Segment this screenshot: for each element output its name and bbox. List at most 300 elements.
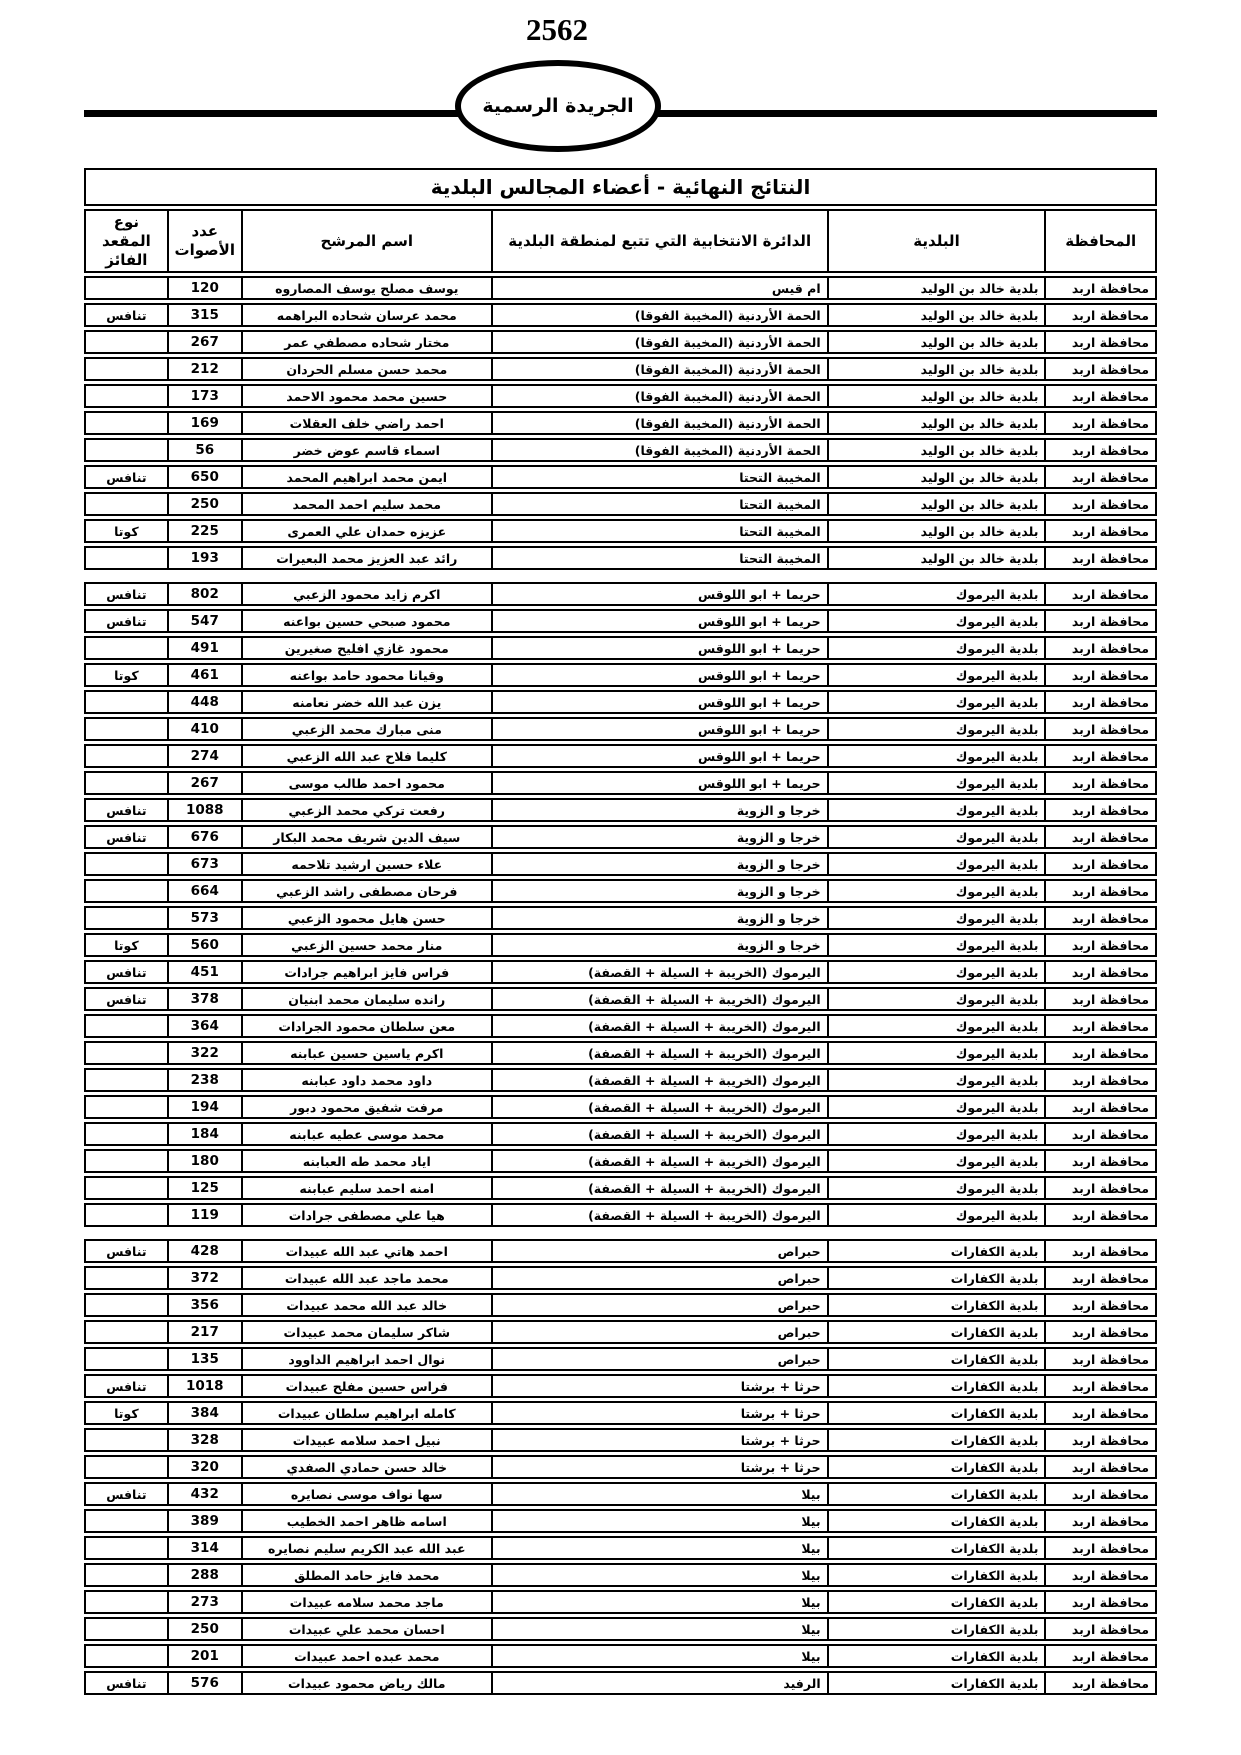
candidate-name-cell: عبد الله عبد الكريم سليم نصايره bbox=[242, 1536, 492, 1560]
governorate-cell: محافظة اربد bbox=[1045, 519, 1157, 543]
table-row bbox=[84, 1671, 1157, 1695]
group-separator bbox=[84, 1230, 1157, 1236]
district-cell: الرفيد bbox=[492, 1671, 828, 1695]
municipality-cell: بلدية اليرموك bbox=[828, 879, 1046, 903]
municipality-cell: بلدية الكفارات bbox=[828, 1590, 1046, 1614]
table-row bbox=[84, 1149, 1157, 1173]
district-cell: حرثا + برشتا bbox=[492, 1428, 828, 1452]
candidate-name-cell: محمد ماجد عبد الله عبيدات bbox=[242, 1266, 492, 1290]
table-row bbox=[84, 519, 1157, 543]
votes-count-cell: 217 bbox=[168, 1320, 242, 1344]
governorate-cell: محافظة اربد bbox=[1045, 636, 1157, 660]
seat-type-cell: تنافس bbox=[84, 960, 168, 984]
candidate-name-cell: خالد عبد الله محمد عبيدات bbox=[242, 1293, 492, 1317]
municipality-cell: بلدية اليرموك bbox=[828, 1014, 1046, 1038]
seat-type-cell: تنافس bbox=[84, 1482, 168, 1506]
table-row bbox=[84, 852, 1157, 876]
table-row bbox=[84, 1428, 1157, 1452]
candidate-name-cell: اكرم زايد محمود الزعبي bbox=[242, 582, 492, 606]
table-row bbox=[84, 1293, 1157, 1317]
governorate-cell: محافظة اربد bbox=[1045, 1374, 1157, 1398]
municipality-cell: بلدية خالد بن الوليد bbox=[828, 519, 1046, 543]
table-row bbox=[84, 1563, 1157, 1587]
votes-count-cell: 314 bbox=[168, 1536, 242, 1560]
district-cell: المخيبة التحتا bbox=[492, 519, 828, 543]
votes-count-cell: 288 bbox=[168, 1563, 242, 1587]
seat-type-cell bbox=[84, 771, 168, 795]
table-row bbox=[84, 798, 1157, 822]
governorate-cell: محافظة اربد bbox=[1045, 1509, 1157, 1533]
votes-count-cell: 119 bbox=[168, 1203, 242, 1227]
table-row bbox=[84, 825, 1157, 849]
district-cell: المخيبة التحتا bbox=[492, 465, 828, 489]
candidate-name-cell: محمد عرسان شحاده البراهمه bbox=[242, 303, 492, 327]
district-cell: اليرموك (الخريبة + السيلة + القصفة) bbox=[492, 960, 828, 984]
district-cell: بيلا bbox=[492, 1509, 828, 1533]
table-row bbox=[84, 330, 1157, 354]
governorate-cell: محافظة اربد bbox=[1045, 1455, 1157, 1479]
column-header-candidate: اسم المرشح bbox=[242, 209, 492, 273]
district-cell: ام قيس bbox=[492, 276, 828, 300]
seat-type-cell bbox=[84, 1617, 168, 1641]
district-cell: الحمة الأردنية (المخيبة الفوقا) bbox=[492, 384, 828, 408]
page-number: 2562 bbox=[526, 12, 588, 47]
seat-type-cell bbox=[84, 1176, 168, 1200]
seat-type-cell bbox=[84, 438, 168, 462]
district-cell: الحمة الأردنية (المخيبة الفوقا) bbox=[492, 330, 828, 354]
governorate-cell: محافظة اربد bbox=[1045, 1617, 1157, 1641]
seat-type-cell: كوتا bbox=[84, 1401, 168, 1425]
governorate-cell: محافظة اربد bbox=[1045, 1590, 1157, 1614]
seat-type-cell bbox=[84, 1563, 168, 1587]
seat-type-cell: تنافس bbox=[84, 582, 168, 606]
seat-type-cell bbox=[84, 1590, 168, 1614]
candidate-name-cell: محمود صبحي حسين بواعنه bbox=[242, 609, 492, 633]
table-row bbox=[84, 1374, 1157, 1398]
votes-count-cell: 372 bbox=[168, 1266, 242, 1290]
table-row bbox=[84, 438, 1157, 462]
district-cell: حبراص bbox=[492, 1347, 828, 1371]
district-cell: خرجا و الزوية bbox=[492, 879, 828, 903]
municipality-cell: بلدية الكفارات bbox=[828, 1536, 1046, 1560]
candidate-name-cell: مختار شحاده مصطفي عمر bbox=[242, 330, 492, 354]
table-row bbox=[84, 303, 1157, 327]
governorate-cell: محافظة اربد bbox=[1045, 771, 1157, 795]
municipality-cell: بلدية اليرموك bbox=[828, 1068, 1046, 1092]
votes-count-cell: 410 bbox=[168, 717, 242, 741]
votes-count-cell: 356 bbox=[168, 1293, 242, 1317]
municipality-cell: بلدية خالد بن الوليد bbox=[828, 492, 1046, 516]
votes-count-cell: 560 bbox=[168, 933, 242, 957]
candidate-name-cell: منار محمد حسين الزعبي bbox=[242, 933, 492, 957]
table-row bbox=[84, 276, 1157, 300]
table-row bbox=[84, 1266, 1157, 1290]
governorate-cell: محافظة اربد bbox=[1045, 276, 1157, 300]
governorate-cell: محافظة اربد bbox=[1045, 1536, 1157, 1560]
candidate-name-cell: هيا علي مصطفى جرادات bbox=[242, 1203, 492, 1227]
district-cell: اليرموك (الخريبة + السيلة + القصفة) bbox=[492, 1041, 828, 1065]
governorate-cell: محافظة اربد bbox=[1045, 384, 1157, 408]
votes-count-cell: 364 bbox=[168, 1014, 242, 1038]
seat-type-cell: تنافس bbox=[84, 303, 168, 327]
candidate-name-cell: ماجد محمد سلامه عبيدات bbox=[242, 1590, 492, 1614]
seat-type-cell bbox=[84, 330, 168, 354]
votes-count-cell: 573 bbox=[168, 906, 242, 930]
district-cell: حريما + ابو اللوقس bbox=[492, 609, 828, 633]
table-row bbox=[84, 609, 1157, 633]
municipality-cell: بلدية اليرموك bbox=[828, 825, 1046, 849]
table-row bbox=[84, 1320, 1157, 1344]
governorate-cell: محافظة اربد bbox=[1045, 798, 1157, 822]
table-row bbox=[84, 1617, 1157, 1641]
district-cell: خرجا و الزوية bbox=[492, 825, 828, 849]
municipality-cell: بلدية الكفارات bbox=[828, 1239, 1046, 1263]
votes-count-cell: 451 bbox=[168, 960, 242, 984]
governorate-cell: محافظة اربد bbox=[1045, 582, 1157, 606]
candidate-name-cell: فراس حسين مفلح عبيدات bbox=[242, 1374, 492, 1398]
table-row bbox=[84, 717, 1157, 741]
municipality-cell: بلدية اليرموك bbox=[828, 582, 1046, 606]
votes-count-cell: 384 bbox=[168, 1401, 242, 1425]
municipality-cell: بلدية اليرموك bbox=[828, 636, 1046, 660]
governorate-cell: محافظة اربد bbox=[1045, 1644, 1157, 1668]
seat-type-cell bbox=[84, 636, 168, 660]
candidate-name-cell: عزيزه حمدان علي العمرى bbox=[242, 519, 492, 543]
seat-type-cell bbox=[84, 1455, 168, 1479]
votes-count-cell: 274 bbox=[168, 744, 242, 768]
table-row bbox=[84, 1239, 1157, 1263]
seat-type-cell bbox=[84, 1041, 168, 1065]
seat-type-cell bbox=[84, 384, 168, 408]
candidate-name-cell: فرحان مصطفى راشد الزعبي bbox=[242, 879, 492, 903]
table-row bbox=[84, 492, 1157, 516]
candidate-name-cell: اكرم ياسين حسين عبابنه bbox=[242, 1041, 492, 1065]
district-cell: حبراص bbox=[492, 1266, 828, 1290]
table-row bbox=[84, 1509, 1157, 1533]
district-cell: المخيبة التحتا bbox=[492, 546, 828, 570]
seat-type-cell bbox=[84, 1068, 168, 1092]
seat-type-cell bbox=[84, 1122, 168, 1146]
table-row bbox=[84, 1095, 1157, 1119]
district-cell: اليرموك (الخريبة + السيلة + القصفة) bbox=[492, 1014, 828, 1038]
governorate-cell: محافظة اربد bbox=[1045, 411, 1157, 435]
seat-type-cell bbox=[84, 744, 168, 768]
district-cell: اليرموك (الخريبة + السيلة + القصفة) bbox=[492, 1095, 828, 1119]
municipality-cell: بلدية الكفارات bbox=[828, 1320, 1046, 1344]
table-row bbox=[84, 744, 1157, 768]
district-cell: اليرموك (الخريبة + السيلة + القصفة) bbox=[492, 1122, 828, 1146]
governorate-cell: محافظة اربد bbox=[1045, 1266, 1157, 1290]
votes-count-cell: 194 bbox=[168, 1095, 242, 1119]
votes-count-cell: 378 bbox=[168, 987, 242, 1011]
governorate-cell: محافظة اربد bbox=[1045, 1428, 1157, 1452]
seat-type-cell bbox=[84, 1203, 168, 1227]
district-cell: بيلا bbox=[492, 1590, 828, 1614]
votes-count-cell: 461 bbox=[168, 663, 242, 687]
table-row bbox=[84, 1590, 1157, 1614]
seat-type-cell bbox=[84, 879, 168, 903]
governorate-cell: محافظة اربد bbox=[1045, 987, 1157, 1011]
seat-type-cell bbox=[84, 1014, 168, 1038]
candidate-name-cell: اسامه ظاهر احمد الخطيب bbox=[242, 1509, 492, 1533]
table-row bbox=[84, 1455, 1157, 1479]
candidate-name-cell: حسين محمد محمود الاحمد bbox=[242, 384, 492, 408]
governorate-cell: محافظة اربد bbox=[1045, 825, 1157, 849]
governorate-cell: محافظة اربد bbox=[1045, 330, 1157, 354]
candidate-name-cell: فراس فايز ابراهيم جرادات bbox=[242, 960, 492, 984]
seat-type-cell: تنافس bbox=[84, 609, 168, 633]
municipality-cell: بلدية الكفارات bbox=[828, 1374, 1046, 1398]
table-row bbox=[84, 1203, 1157, 1227]
candidate-name-cell: رائد عبد العزيز محمد البعيرات bbox=[242, 546, 492, 570]
seat-type-cell bbox=[84, 1095, 168, 1119]
municipality-cell: بلدية الكفارات bbox=[828, 1347, 1046, 1371]
municipality-cell: بلدية الكفارات bbox=[828, 1644, 1046, 1668]
table-header-row bbox=[84, 209, 1157, 273]
table-row bbox=[84, 1068, 1157, 1092]
municipality-cell: بلدية اليرموك bbox=[828, 852, 1046, 876]
candidate-name-cell: حسن هايل محمود الزعبي bbox=[242, 906, 492, 930]
municipality-cell: بلدية الكفارات bbox=[828, 1401, 1046, 1425]
municipality-cell: بلدية اليرموك bbox=[828, 1176, 1046, 1200]
district-cell: بيلا bbox=[492, 1617, 828, 1641]
votes-count-cell: 193 bbox=[168, 546, 242, 570]
district-cell: المخيبة التحتا bbox=[492, 492, 828, 516]
table-row bbox=[84, 771, 1157, 795]
candidate-name-cell: احمد راضي خلف العقلات bbox=[242, 411, 492, 435]
municipality-cell: بلدية الكفارات bbox=[828, 1455, 1046, 1479]
candidate-name-cell: محمود غازي افليح صغيرين bbox=[242, 636, 492, 660]
candidate-name-cell: خالد حسن حمادي الصفدي bbox=[242, 1455, 492, 1479]
municipality-cell: بلدية الكفارات bbox=[828, 1482, 1046, 1506]
district-cell: بيلا bbox=[492, 1482, 828, 1506]
candidate-name-cell: معن سلطان محمود الجرادات bbox=[242, 1014, 492, 1038]
candidate-name-cell: رانده سليمان محمد ابنيان bbox=[242, 987, 492, 1011]
district-cell: خرجا و الزوية bbox=[492, 798, 828, 822]
candidate-name-cell: اياد محمد طه العبابنه bbox=[242, 1149, 492, 1173]
seat-type-cell: تنافس bbox=[84, 465, 168, 489]
table-row bbox=[84, 960, 1157, 984]
district-cell: حريما + ابو اللوقس bbox=[492, 690, 828, 714]
votes-count-cell: 267 bbox=[168, 771, 242, 795]
district-cell: حريما + ابو اللوقس bbox=[492, 717, 828, 741]
table-row bbox=[84, 663, 1157, 687]
municipality-cell: بلدية اليرموك bbox=[828, 987, 1046, 1011]
votes-count-cell: 673 bbox=[168, 852, 242, 876]
governorate-cell: محافظة اربد bbox=[1045, 1068, 1157, 1092]
district-cell: حبراص bbox=[492, 1239, 828, 1263]
column-header-district: الدائرة الانتخابية التي تتبع لمنطقة البلدية bbox=[492, 209, 828, 273]
votes-count-cell: 676 bbox=[168, 825, 242, 849]
table-row bbox=[84, 879, 1157, 903]
governorate-cell: محافظة اربد bbox=[1045, 717, 1157, 741]
municipality-cell: بلدية خالد بن الوليد bbox=[828, 438, 1046, 462]
municipality-cell: بلدية خالد بن الوليد bbox=[828, 303, 1046, 327]
table-title-row bbox=[84, 168, 1157, 206]
table-row bbox=[84, 546, 1157, 570]
candidate-name-cell: محمد فايز حامد المطلق bbox=[242, 1563, 492, 1587]
table-row bbox=[84, 690, 1157, 714]
results-table-container bbox=[84, 165, 1157, 1698]
municipality-cell: بلدية خالد بن الوليد bbox=[828, 411, 1046, 435]
votes-count-cell: 120 bbox=[168, 276, 242, 300]
votes-count-cell: 1018 bbox=[168, 1374, 242, 1398]
seat-type-cell bbox=[84, 1347, 168, 1371]
results-table bbox=[84, 165, 1157, 1698]
candidate-name-cell: احسان محمد علي عبيدات bbox=[242, 1617, 492, 1641]
district-cell: حريما + ابو اللوقس bbox=[492, 636, 828, 660]
governorate-cell: محافظة اربد bbox=[1045, 465, 1157, 489]
candidate-name-cell: احمد هاتي عبد الله عبيدات bbox=[242, 1239, 492, 1263]
votes-count-cell: 1088 bbox=[168, 798, 242, 822]
governorate-cell: محافظة اربد bbox=[1045, 1149, 1157, 1173]
candidate-name-cell: يزن عبد الله خضر نعامنه bbox=[242, 690, 492, 714]
municipality-cell: بلدية اليرموك bbox=[828, 663, 1046, 687]
votes-count-cell: 250 bbox=[168, 492, 242, 516]
municipality-cell: بلدية الكفارات bbox=[828, 1671, 1046, 1695]
votes-count-cell: 664 bbox=[168, 879, 242, 903]
governorate-cell: محافظة اربد bbox=[1045, 1320, 1157, 1344]
candidate-name-cell: سها نواف موسى نصايره bbox=[242, 1482, 492, 1506]
table-row bbox=[84, 582, 1157, 606]
votes-count-cell: 491 bbox=[168, 636, 242, 660]
candidate-name-cell: منى مبارك محمد الزعبي bbox=[242, 717, 492, 741]
municipality-cell: بلدية اليرموك bbox=[828, 1122, 1046, 1146]
votes-count-cell: 267 bbox=[168, 330, 242, 354]
governorate-cell: محافظة اربد bbox=[1045, 357, 1157, 381]
seat-type-cell: تنافس bbox=[84, 1374, 168, 1398]
candidate-name-cell: رفعت تركي محمد الزعبي bbox=[242, 798, 492, 822]
votes-count-cell: 448 bbox=[168, 690, 242, 714]
municipality-cell: بلدية اليرموك bbox=[828, 744, 1046, 768]
district-cell: الحمة الأردنية (المخيبة الفوقا) bbox=[492, 303, 828, 327]
candidate-name-cell: امنه احمد سليم عبابنه bbox=[242, 1176, 492, 1200]
seat-type-cell bbox=[84, 546, 168, 570]
seat-type-cell bbox=[84, 690, 168, 714]
seat-type-cell: كوتا bbox=[84, 933, 168, 957]
votes-count-cell: 273 bbox=[168, 1590, 242, 1614]
votes-count-cell: 802 bbox=[168, 582, 242, 606]
seat-type-cell bbox=[84, 1293, 168, 1317]
municipality-cell: بلدية الكفارات bbox=[828, 1293, 1046, 1317]
votes-count-cell: 250 bbox=[168, 1617, 242, 1641]
municipality-cell: بلدية خالد بن الوليد bbox=[828, 330, 1046, 354]
municipality-cell: بلدية اليرموك bbox=[828, 1149, 1046, 1173]
candidate-name-cell: اسماء قاسم عوض خضر bbox=[242, 438, 492, 462]
table-row bbox=[84, 1176, 1157, 1200]
municipality-cell: بلدية اليرموك bbox=[828, 771, 1046, 795]
seat-type-cell: كوتا bbox=[84, 519, 168, 543]
governorate-cell: محافظة اربد bbox=[1045, 492, 1157, 516]
table-row bbox=[84, 411, 1157, 435]
votes-count-cell: 184 bbox=[168, 1122, 242, 1146]
table-row bbox=[84, 465, 1157, 489]
candidate-name-cell: سيف الدين شريف محمد البكار bbox=[242, 825, 492, 849]
votes-count-cell: 135 bbox=[168, 1347, 242, 1371]
district-cell: اليرموك (الخريبة + السيلة + القصفة) bbox=[492, 1149, 828, 1173]
governorate-cell: محافظة اربد bbox=[1045, 1203, 1157, 1227]
seat-type-cell bbox=[84, 1536, 168, 1560]
votes-count-cell: 201 bbox=[168, 1644, 242, 1668]
seat-type-cell: تنافس bbox=[84, 798, 168, 822]
municipality-cell: بلدية خالد بن الوليد bbox=[828, 465, 1046, 489]
governorate-cell: محافظة اربد bbox=[1045, 438, 1157, 462]
votes-count-cell: 169 bbox=[168, 411, 242, 435]
table-title: النتائج النهائية - أعضاء المجالس البلدية bbox=[84, 168, 1157, 206]
table-row bbox=[84, 987, 1157, 1011]
column-header-governorate: المحافظة bbox=[1045, 209, 1157, 273]
table-row bbox=[84, 1536, 1157, 1560]
municipality-cell: بلدية خالد بن الوليد bbox=[828, 384, 1046, 408]
votes-count-cell: 238 bbox=[168, 1068, 242, 1092]
district-cell: حبراص bbox=[492, 1320, 828, 1344]
municipality-cell: بلدية اليرموك bbox=[828, 933, 1046, 957]
district-cell: خرجا و الزوية bbox=[492, 906, 828, 930]
votes-count-cell: 432 bbox=[168, 1482, 242, 1506]
district-cell: حرثا + برشتا bbox=[492, 1401, 828, 1425]
district-cell: بيلا bbox=[492, 1563, 828, 1587]
governorate-cell: محافظة اربد bbox=[1045, 852, 1157, 876]
column-header-municipality: البلدية bbox=[828, 209, 1046, 273]
district-cell: اليرموك (الخريبة + السيلة + القصفة) bbox=[492, 1068, 828, 1092]
seat-type-cell bbox=[84, 1644, 168, 1668]
governorate-cell: محافظة اربد bbox=[1045, 303, 1157, 327]
governorate-cell: محافظة اربد bbox=[1045, 1239, 1157, 1263]
municipality-cell: بلدية خالد بن الوليد bbox=[828, 357, 1046, 381]
district-cell: اليرموك (الخريبة + السيلة + القصفة) bbox=[492, 1203, 828, 1227]
table-row bbox=[84, 1347, 1157, 1371]
votes-count-cell: 547 bbox=[168, 609, 242, 633]
governorate-cell: محافظة اربد bbox=[1045, 960, 1157, 984]
table-row bbox=[84, 1122, 1157, 1146]
seat-type-cell bbox=[84, 852, 168, 876]
candidate-name-cell: نبيل احمد سلامه عبيدات bbox=[242, 1428, 492, 1452]
governorate-cell: محافظة اربد bbox=[1045, 744, 1157, 768]
seat-type-cell bbox=[84, 357, 168, 381]
seat-type-cell bbox=[84, 276, 168, 300]
governorate-cell: محافظة اربد bbox=[1045, 1401, 1157, 1425]
district-cell: اليرموك (الخريبة + السيلة + القصفة) bbox=[492, 987, 828, 1011]
governorate-cell: محافظة اربد bbox=[1045, 1041, 1157, 1065]
seat-type-cell bbox=[84, 1428, 168, 1452]
governorate-cell: محافظة اربد bbox=[1045, 906, 1157, 930]
district-cell: حريما + ابو اللوقس bbox=[492, 744, 828, 768]
candidate-name-cell: داود محمد داود عبابنه bbox=[242, 1068, 492, 1092]
municipality-cell: بلدية اليرموك bbox=[828, 1203, 1046, 1227]
municipality-cell: بلدية اليرموك bbox=[828, 798, 1046, 822]
district-cell: الحمة الأردنية (المخيبة الفوقا) bbox=[492, 357, 828, 381]
candidate-name-cell: مالك رياض محمود عبيدات bbox=[242, 1671, 492, 1695]
group-separator bbox=[84, 573, 1157, 579]
governorate-cell: محافظة اربد bbox=[1045, 1671, 1157, 1695]
table-row bbox=[84, 933, 1157, 957]
candidate-name-cell: محمد سليم احمد المحمد bbox=[242, 492, 492, 516]
municipality-cell: بلدية اليرموك bbox=[828, 1041, 1046, 1065]
district-cell: حريما + ابو اللوقس bbox=[492, 771, 828, 795]
seat-type-cell bbox=[84, 411, 168, 435]
table-row bbox=[84, 384, 1157, 408]
votes-count-cell: 173 bbox=[168, 384, 242, 408]
candidate-name-cell: محمد موسى عطيه عبابنه bbox=[242, 1122, 492, 1146]
governorate-cell: محافظة اربد bbox=[1045, 663, 1157, 687]
candidate-name-cell: محمد عبده احمد عبيدات bbox=[242, 1644, 492, 1668]
district-cell: بيلا bbox=[492, 1644, 828, 1668]
municipality-cell: بلدية اليرموك bbox=[828, 717, 1046, 741]
governorate-cell: محافظة اربد bbox=[1045, 609, 1157, 633]
governorate-cell: محافظة اربد bbox=[1045, 1563, 1157, 1587]
district-cell: خرجا و الزوية bbox=[492, 933, 828, 957]
candidate-name-cell: ايمن محمد ابراهيم المحمد bbox=[242, 465, 492, 489]
